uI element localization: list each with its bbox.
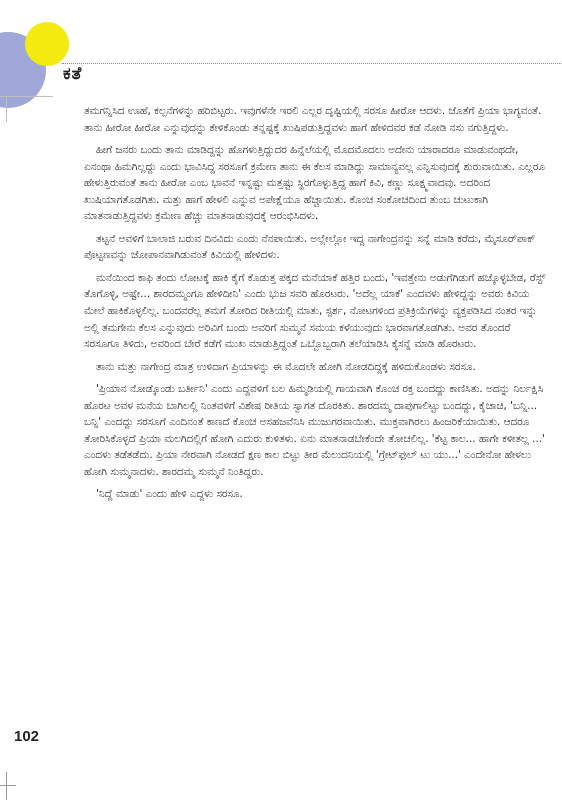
left-margin-tick bbox=[6, 96, 7, 122]
story-paragraph: 'ನಿದ್ದೆ ಮಾಡು' ಎಂದು ಹೇಳಿ ಎದ್ದಳು ಸರಸೂ. bbox=[96, 488, 243, 501]
story-paragraph: ಹೀಗೆ ಜನರು ಬಂದು ತಾನು ಮಾಡಿದ್ದನ್ನು ಹೊಗಳುತ್ತಿದ್ದುದರ ಹಿನ್ನೆಲೆಯಲ್ಲಿ ಮೊದಮೊದಲು ಅದೇನು ಯಾರಾದರೂ ಮಾಡುವಂಥದೇ, ಏನಂಥಾ ಹಿಮಗಿಲ್ಲದ್ದು ಎಂದು ಭಾವಿಸಿದ್ದ ಸರಸೂಗೆ ಕ್ರಮೇಣ ತಾನು ಈ ಕೆಲಸ ಮಾಡಿದ್ದು ಸಾಮಾನ್ಯವಲ್ಲ ಎನ್ನಿಸುವುದಕ್ಕೆ ಶುರುವಾಯಿತು. ಎಲ್ಲರೂ ಹೇಳುತ್ತಿರುವಂತೆ ತಾನು ಹೀರೋ ಎಂಬ ಭಾವನೆ ಇನ್ನಷ್ಟು ಮತ್ತಷ್ಟು ಸ್ಥಿರಗೊಳ್ಳುತ್ತಿದ್ದ ಹಾಗೆ ಕಿವಿ, ಕಣ್ಣು ಸೂಕ್ಷ್ಮವಾದವು. ಅದರಿಂದ ಖುಷಿಯಾಗತೊಡಗಿತು. ಮತ್ತು ಹಾಗೆ ಹೇಳಲಿ ಎನ್ನುವ ಅಪೇಕ್ಷೆಯೂ ಹೆಚ್ಚಾಯಿತು. ಕೊಂಚ ಸಂಕೋಚದಿಂದ ತುಂಬ ಚುಟುಕಾಗಿ ಮಾತನಾಡುತ್ತಿದ್ದವಳು ಕ್ರಮೇಣ ಹೆಚ್ಚು ಮಾತನಾಡುವುದಕ್ಕೆ ಆರಂಭಿಸಿದಳು. bbox=[84, 144, 545, 223]
crop-mark-vertical bbox=[6, 772, 7, 800]
story-paragraph: ತಮಗನ್ನಿಸಿದ ಊಹೆ, ಕಲ್ಪನೆಗಳನ್ನು ಹರಿಬಿಟ್ಟರು. ಇವುಗಳೆನೇ ಇರಲಿ ಎಲ್ಲರ ದೃಷ್ಟಿಯಲ್ಲಿ ಸರಸೂ ಹೀರೋ ಆದಳು. ಜೊತೆಗೆ ಪ್ರಿಯಾ ಭಾಗ್ಯವಂತೆ. ತಾನು ಹೀರೋ ಹೀರೋ ಎನ್ನುವುದನ್ನು ಕೇಳಿಕೊಂಡು ತನ್ನಷ್ಟಕ್ಕೆ ಖುಷಿಪಡುತ್ತಿದ್ದವಳು ಹಾಗೆ ಹೇಳಿದವರ ಕಡೆ ನೋಡಿ ನಸು ನಗುತ್ತಿದ್ದಳು. bbox=[84, 105, 542, 134]
story-paragraph: ತಟ್ಟನೆ ಅವಳಿಗೆ ಬಾಲಾಜಿ ಬರುವ ದಿನವಿದು ಎಂದು ನೆನಪಾಯಿತು. ಅಲ್ಲೇಲ್ಲೋ ಇದ್ದ ನಾಗೇಂದ್ರನನ್ನು ಸನ್ನೆ ಮಾಡಿ ಕರೆದು, ಮೈಸೂರ್‌ಪಾಕ್ ಪೊಟ್ಟಣವನ್ನು ಜೋಪಾನವಾಗಿಡುವಂತೆ ಕಿವಿಯಲ್ಲಿ ಹೇಳಿದಳು. bbox=[84, 232, 536, 262]
section-title: ಕತೆ bbox=[63, 64, 83, 84]
corner-circle-yellow bbox=[25, 22, 69, 66]
story-paragraph: ತಾನು ಮತ್ತು ನಾಗೇಂದ್ರ ಮಾತ್ರ ಉಳಿದಾಗ ಪ್ರಿಯಾಳನ್ನು ಈ ಮೊದಲೇ ಹೋಗಿ ನೋಡದಿದ್ದಕ್ಕೆ ಹಳಿದುಕೊಂಡಳು ಸರಸೂ. bbox=[96, 360, 476, 373]
header-dotted-rule bbox=[62, 63, 562, 64]
story-body bbox=[84, 103, 546, 509]
story-paragraph: ಮನೆಯಿಂದ ಕಾಫಿ ತಂದು ಲೋಟಕ್ಕೆ ಹಾಕಿ ಕೈಗೆ ಕೊಡುತ್ತ ಪಕ್ಕದ ಮನೆಯಾಕೆ ಹತ್ತಿರ ಬಂದು, 'ಇವತ್ತೇನು ಅಡುಗೆಗಿಡುಗೆ ಹಚ್ಕೊಳ್ಳಬೇಡ, ರೆಸ್ಟ್ ತೊಗೊಳ್ಳಿ, ಅಷ್ಟೇ... ಶಾರದಮ್ಮಂಗೂ ಹೇಳಿದೀನಿ' ಎಂದು ಭುಜ ಸವರಿ ಹೊರಟರು. 'ಅದೆಲ್ಲ ಯಾಕೆ' ಎಂದವಳು ಹೇಳಿದ್ದನ್ನು ಅವರು ಕಿವಿಯ ಮೇಲೆ ಹಾಕಿಕೊಳ್ಳಲಿಲ್ಲ. ಬಂದವರೆಲ್ಲ ತಮಗೆ ತೋರಿದ ರೀತಿಯಲ್ಲಿ ಮಾತು, ಸ್ಪರ್ಶ, ನೋಟಗಳಿಂದ ಪ್ರತಿಕ್ರಿಯೆಗಳನ್ನು ವ್ಯಕ್ತಪಡಿಸಿದ ನಂತರ ಇನ್ನು ಅಲ್ಲಿ ತಮಗೇನು ಕೆಲಸ ಎನ್ನುವುದು ಅರಿವಿಗೆ ಬಂದು ಅವರಿಗೆ ಸುಮ್ಮನೆ ಸಮಯ ಕಳೆಯುವುದು ಭಾರವಾಗತೊಡಗಿತು. ಅವರ ತೊಂದರೆ ಸರಸೂಗೂ ತಿಳಿದು, ಅವರಿಂದ ಬೇರೆ ಕಡೆಗೆ ಮುಖ ಮಾಡುತ್ತಿದ್ದಂತೆ ಒಬ್ಬೊಬ್ಬರಾಗಿ ತಲೆಯಾಡಿಸಿ ಕೈಸನ್ನೆ ಮಾಡಿ ಹೊರಟರು. bbox=[84, 271, 546, 351]
left-margin-rule bbox=[0, 96, 53, 97]
crop-mark-horizontal bbox=[0, 785, 16, 786]
story-paragraph: 'ಪ್ರಿಯಾನ ನೋಡ್ಕೊಂಡು ಬರ್ತೀನಿ' ಎಂದು ಎದ್ದವಳಿಗೆ ಬಲ ಹಿಮ್ಮಡಿಯಲ್ಲಿ ಗಾಯವಾಗಿ ಕೊಂಚ ರಕ್ತ ಬಂದದ್ದು ಕಾಣಿಸಿತು. ಅದನ್ನು ನಿರ್ಲಕ್ಷಿಸಿ ಹೊರಟ ಅವಳ ಮನೆಯ ಬಾಗಿಲಲ್ಲಿ ನಿಂತವಳಿಗೆ ವಿಶೇಷ ರೀತಿಯ ಸ್ವಾಗತ ದೊರಕಿತು. ಶಾರದಮ್ಮ ದಾಪುಗಾಲಿಟ್ಟು ಬಂದದ್ದು, ಕೈಚಾಚಿ, 'ಬನ್ನಿ... ಬನ್ನಿ' ಎಂದದ್ದು ಸರಸೂಗೆ ಎಂದಿನಂತೆ ಕಾಣದೆ ಕೊಂಚ ಅಸಹಜವೆನಿಸಿ ಮುಜುಗರವಾಯಿತು. ಮುಕ್ತವಾಗಿರಲು ಹಿಂಜರಿಕೆಯಾಯಿತು. ಆದರೂ ತೋರಿಸಿಕೊಳ್ಳದೆ ಪ್ರಿಯಾ ಮಲಗಿದಲ್ಲಿಗೆ ಹೋಗಿ ಎದುರು ಕುಳಿತಳು. ಏನು ಮಾತನಾಡಬೇಕೆಂದೇ ತೋಚಲಿಲ್ಲ. 'ಕೆಟ್ಟ ಕಾಲ... ಹಾಗೇ ಕಳೀತಲ್ಲ ...' ಎಂದಳು ತಡೆತಡೆದು. ಪ್ರಿಯಾ ನೇರವಾಗಿ ನೋಡದೆ ಕ್ಷಣ ಕಾಲ ಬಿಟ್ಟು ತೀರ ಮೆಲುದನಿಯಲ್ಲಿ 'ಗ್ರೇಟ್‌ಫುಲ್ ಟು ಯು...' ಎಂದೇನೋ ಹೇಳಲು ಹೋಗಿ ಸುಮ್ಮನಾದಳು. ಶಾರದಮ್ಮ ಸುಮ್ಮನೆ ನಿಂತಿದ್ದರು. bbox=[84, 383, 545, 478]
page-number: 102 bbox=[14, 728, 40, 745]
